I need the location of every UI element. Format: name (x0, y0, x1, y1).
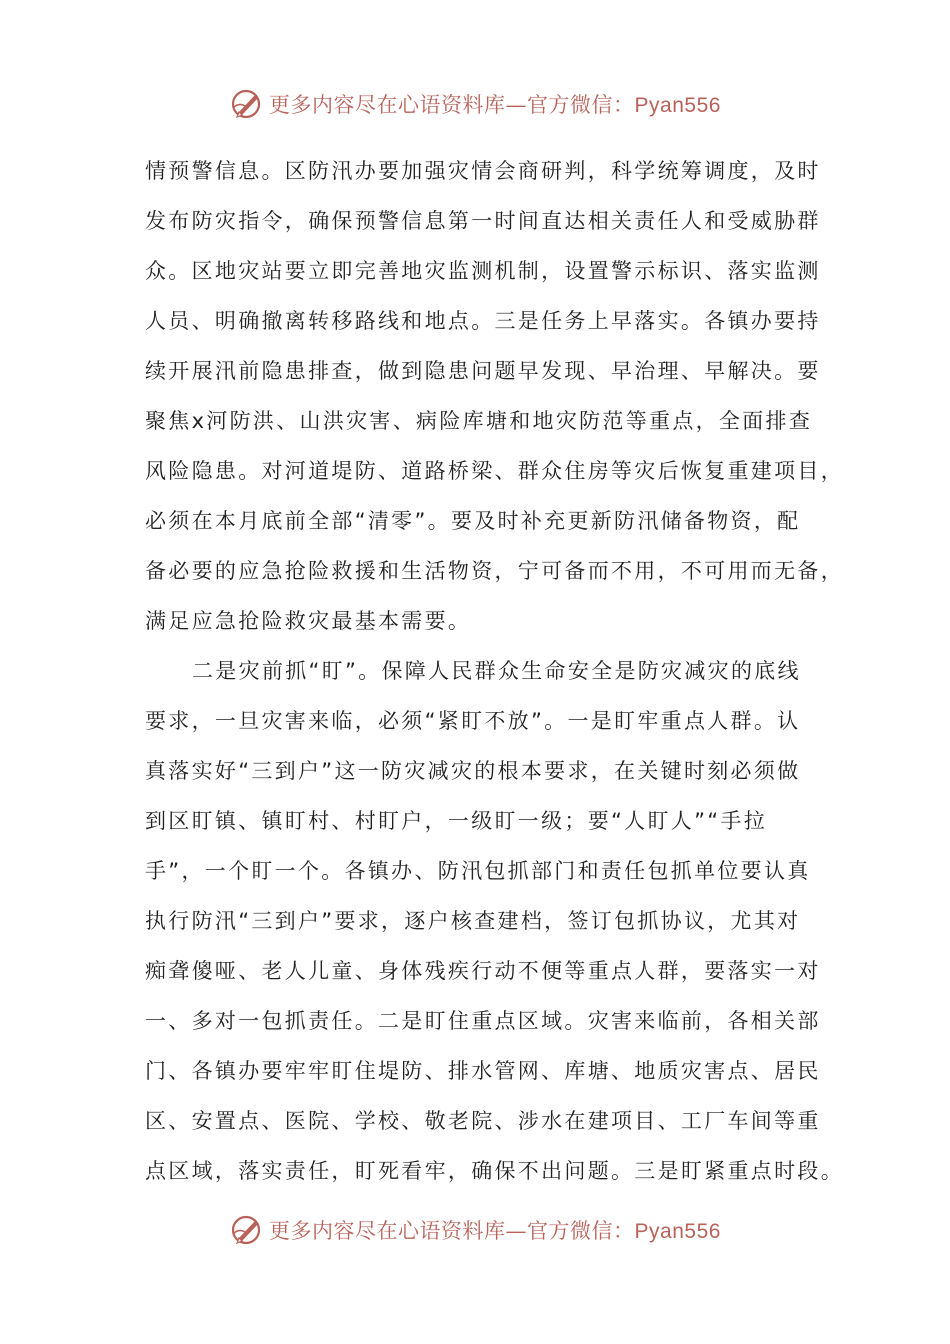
text-line: 备必要的应急抢险救援和生活物资，宁可备而不用，不可用而无备， (145, 559, 844, 583)
text-line: 到区盯镇、镇盯村、村盯户，一级盯一级；要“人盯人”“手拉 (145, 809, 768, 833)
text-line: 必须在本月底前全部“清零”。要及时补充更新防汛储备物资，配 (145, 509, 801, 533)
footer-banner (0, 1208, 950, 1252)
text-line: 点区域，落实责任，盯死看牢，确保不出问题。三是盯紧重点时段。 (145, 1159, 844, 1183)
text-line: 痴聋傻哑、老人儿童、身体残疾行动不便等重点人群，要落实一对 (145, 959, 821, 983)
pen-logo-icon (229, 86, 265, 122)
text-line: 满足应急抢险救灾最基本需要。 (145, 609, 472, 633)
text-line: 二是灾前抓“盯”。保障人民群众生命安全是防灾减灾的底线 (192, 659, 801, 683)
text-line: 聚焦x河防洪、山洪灾害、病险库塘和地灾防范等重点，全面排查 (145, 409, 813, 433)
footer-banner-text: 更多内容尽在心语资料库—官方微信：Pyan556 (269, 1219, 721, 1243)
text-line: 真落实好“三到户”这一防灾减灾的根本要求，在关键时刻必须做 (145, 759, 801, 783)
body-text (145, 146, 844, 1196)
text-line: 风险隐患。对河道堤防、道路桥梁、群众住房等灾后恢复重建项目， (145, 459, 844, 483)
header-banner (0, 82, 950, 126)
text-line: 情预警信息。区防汛办要加强灾情会商研判，科学统筹调度，及时 (145, 159, 821, 183)
text-line: 执行防汛“三到户”要求，逐户核查建档，签订包抓协议，尤其对 (145, 909, 801, 933)
text-line: 区、安置点、医院、学校、敬老院、涉水在建项目、工厂车间等重 (145, 1109, 821, 1133)
text-line: 门、各镇办要牢牢盯住堤防、排水管网、库塘、地质灾害点、居民 (145, 1059, 821, 1083)
text-line: 发布防灾指令，确保预警信息第一时间直达相关责任人和受威胁群 (145, 209, 821, 233)
text-line: 要求，一旦灾害来临，必须“紧盯不放”。一是盯牢重点人群。认 (145, 709, 801, 733)
pen-logo-icon (229, 1212, 265, 1248)
text-line: 人员、明确撤离转移路线和地点。三是任务上早落实。各镇办要持 (145, 309, 821, 333)
header-banner-text: 更多内容尽在心语资料库—官方微信：Pyan556 (269, 93, 721, 117)
header-wechat-handle: Pyan556 (634, 94, 721, 117)
text-line: 众。区地灾站要立即完善地灾监测机制，设置警示标识、落实监测 (145, 259, 821, 283)
text-line: 一、多对一包抓责任。二是盯住重点区域。灾害来临前，各相关部 (145, 1009, 821, 1033)
text-line: 续开展汛前隐患排查，做到隐患问题早发现、早治理、早解决。要 (145, 359, 821, 383)
footer-wechat-handle: Pyan556 (634, 1220, 721, 1243)
text-line: 手”，一个盯一个。各镇办、防汛包抓部门和责任包抓单位要认真 (145, 859, 811, 883)
